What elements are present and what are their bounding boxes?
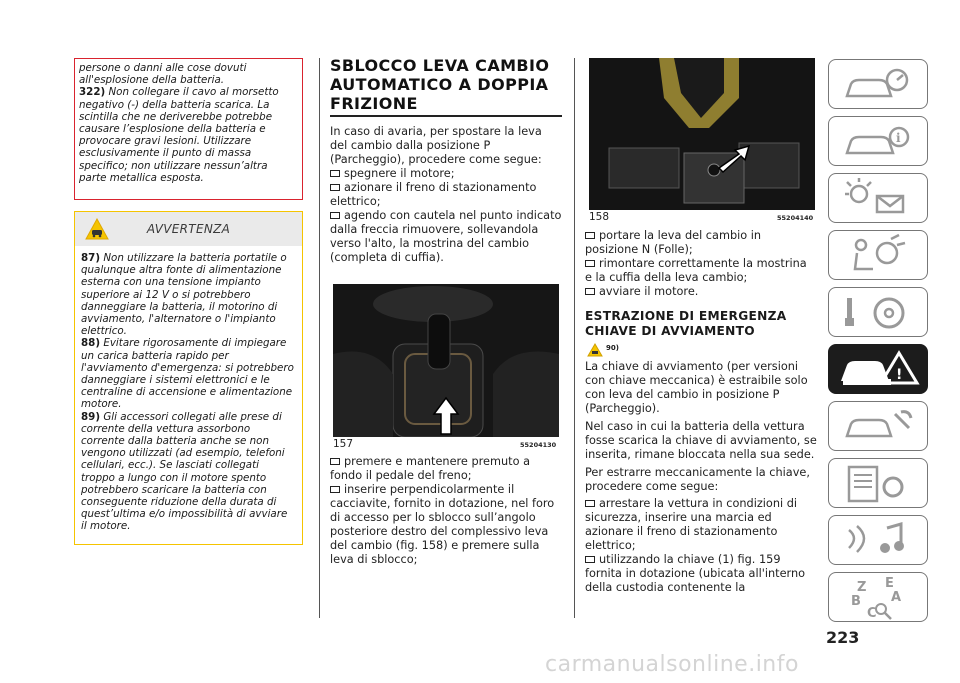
shift-mechanism-illustration xyxy=(589,58,815,210)
figure-157-number: 157 xyxy=(333,438,354,450)
warning-title: AVVERTENZA xyxy=(146,222,231,236)
warning-item-number: 89) xyxy=(81,410,101,423)
bullet-icon xyxy=(585,232,595,239)
list-item-text: inserire perpendicolarmente il cacciavite, fornito in dotazione, nel foro di accesso per lo sblocco sull’angolo posteriore destro del complessivo leva del cambio (fig. 158) e premere sulla leva di sblocco; xyxy=(330,483,555,566)
figure-158-number: 158 xyxy=(589,211,610,223)
warning-item xyxy=(81,411,296,533)
list-item-text: avviare il motore. xyxy=(599,285,699,298)
list-item xyxy=(585,497,817,553)
list-item-text: spegnere il motore; xyxy=(344,166,455,180)
list-item xyxy=(330,181,562,209)
list-item xyxy=(330,483,562,567)
bullet-icon xyxy=(330,170,340,177)
nav-tab-emergency[interactable] xyxy=(828,344,928,394)
bullet-icon xyxy=(330,458,340,465)
warning-body xyxy=(75,246,302,533)
nav-tab-technical-data[interactable] xyxy=(828,458,928,508)
warning-item xyxy=(81,252,296,337)
bullet-icon xyxy=(585,556,595,563)
list-item xyxy=(330,167,562,181)
list-item-text: premere e mantenere premuto a fondo il pedale del freno; xyxy=(330,455,531,482)
nav-tab-car-info[interactable] xyxy=(828,116,928,166)
svg-text:i: i xyxy=(896,131,901,145)
list-item-text: arrestare la vettura in condizioni di sicurezza, inserire una marcia ed azionare il freno di stazionamento elettrico; xyxy=(585,497,798,552)
index-icon xyxy=(829,573,929,623)
bullet-icon xyxy=(330,486,340,493)
bullet-icon xyxy=(330,184,340,191)
nav-tab-multimedia[interactable] xyxy=(828,515,928,565)
heading-rule xyxy=(330,115,562,117)
section-heading: SBLOCCO LEVA CAMBIO AUTOMATICO A DOPPIA FRIZIONE xyxy=(330,56,550,113)
warning-ref-number: 90) xyxy=(606,344,619,352)
warning-lights-icon xyxy=(829,174,929,224)
column-divider xyxy=(574,58,575,618)
bullet-icon xyxy=(585,500,595,507)
caution-intro: persone o danni alle cose dovuti all'esplosione della batteria. xyxy=(79,62,247,87)
list-item-text: portare la leva del cambio in posizione N (Folle); xyxy=(585,229,762,256)
list-item xyxy=(585,285,817,299)
steering-wheel-icon xyxy=(829,288,929,338)
warning-ref xyxy=(585,342,817,360)
middle-column xyxy=(330,56,562,265)
figure-158-code: 55204140 xyxy=(777,214,814,222)
list-item xyxy=(585,257,817,285)
car-service-icon xyxy=(829,402,929,452)
section-intro: In caso di avaria, per spostare la leva del cambio dalla posizione P (Parcheggio), procedere come segue: xyxy=(330,124,542,166)
nav-tab-warning-lights[interactable] xyxy=(828,173,928,223)
warning-item xyxy=(81,337,296,410)
car-dashboard-icon xyxy=(829,60,929,110)
caution-item-number: 322) xyxy=(79,86,106,99)
warning-item-text: Evitare rigorosamente di impiegare un carica batteria rapido per l'avviamento d'emergenza: si potrebbero danneggiare i sistemi elettronici e le centraline di accensione e alimentazione motore. xyxy=(81,337,294,411)
caution-box xyxy=(74,58,303,200)
bullet-icon xyxy=(330,212,340,219)
figure-157-photo xyxy=(333,284,559,437)
index-letter-z: Z xyxy=(857,580,867,595)
technical-data-icon xyxy=(829,459,929,509)
index-letter-b: B xyxy=(851,594,861,609)
warning-item-text: Non utilizzare la batteria portatile o qualunque altra fonte di alimentazione esterna con una tensione impianto superiore ai 12 V o si potrebbero danneggiare la batteria, il motorino di avviamento, l'alternatore o l'impianto elettrico. xyxy=(81,252,287,338)
page-number: 223 xyxy=(826,628,860,647)
list-item-text: azionare il freno di stazionamento elettrico; xyxy=(330,180,537,208)
list-item xyxy=(585,553,817,595)
list-item xyxy=(330,455,562,483)
list-item-text: agendo con cautela nel punto indicato dalla freccia rimuovere, sollevandola verso l'alto, la mostrina del cambio (completa di cuffia). xyxy=(330,208,562,264)
figure-157-code: 55204130 xyxy=(520,441,557,449)
list-item xyxy=(330,209,562,265)
nav-tab-dashboard[interactable] xyxy=(828,59,928,109)
watermark: carmanualsonline.info xyxy=(545,652,799,677)
nav-tab-index[interactable] xyxy=(828,572,928,622)
warning-header xyxy=(75,212,302,246)
list-item-text: utilizzando la chiave (1) fig. 159 fornita in dotazione (ubicata all'interno della custodia contenente la xyxy=(585,553,806,594)
paragraph: Nel caso in cui la batteria della vettura fosse scarica la chiave di avviamento, se inserita, rimane bloccata nella sua sede. xyxy=(585,420,817,461)
paragraph: Per estrarre meccanicamente la chiave, procedere come segue: xyxy=(585,466,810,493)
middle-steps-2 xyxy=(330,455,562,567)
index-letter-e: E xyxy=(885,576,894,591)
subsection-heading: ESTRAZIONE DI EMERGENZA CHIAVE DI AVVIAMENTO xyxy=(585,309,787,338)
column-divider xyxy=(319,58,320,618)
warning-item-number: 88) xyxy=(81,337,101,350)
nav-tab-safety[interactable] xyxy=(828,230,928,280)
paragraph: La chiave di avviamento (per versioni con chiave meccanica) è estraibile solo con leva del cambio in posizione P (Parcheggio). xyxy=(585,360,808,415)
emergency-car-icon xyxy=(829,345,929,395)
caution-item xyxy=(79,86,298,184)
right-column xyxy=(585,229,817,595)
figure-158-photo xyxy=(589,58,815,210)
list-item-text: rimontare correttamente la mostrina e la cuffia della leva cambio; xyxy=(585,257,807,284)
bullet-icon xyxy=(585,260,595,267)
bullet-icon xyxy=(585,288,595,295)
nav-tab-service[interactable] xyxy=(828,401,928,451)
nav-tab-driving[interactable] xyxy=(828,287,928,337)
warning-triangle-icon xyxy=(587,343,603,357)
warning-box xyxy=(74,211,303,545)
car-info-icon xyxy=(829,117,929,167)
warning-item-text: Gli accessori collegati alle prese di corrente della vettura assorbono corrente dalla batteria anche se non vengono utilizzati (ad esempio, telefoni cellulari, ecc.). Se lasciati collegati troppo a lungo con il motore spento potrebbero scaricare la batteria con conseguente riduzione della durata di quest’ultima e/o impossibilità di avviare il motore. xyxy=(81,410,288,533)
multimedia-icon xyxy=(829,516,929,566)
airbag-seat-icon xyxy=(829,231,929,281)
index-letter-a: A xyxy=(891,590,902,605)
warning-item-number: 87) xyxy=(81,252,101,264)
list-item xyxy=(585,229,817,257)
gear-lever-illustration xyxy=(333,284,559,437)
caution-item-text: Non collegare il cavo al morsetto negativo (-) della batteria scarica. La scintilla che ne deriverebbe potrebbe causare l’esplosione della batteria e provocare gravi lesioni. Utilizzare esclusivamente il punto di massa specifico; non utilizzare nessun’altra parte metallica esposta. xyxy=(79,86,279,184)
index-letter-c: C xyxy=(867,606,877,621)
svg-text:!: ! xyxy=(896,367,903,383)
